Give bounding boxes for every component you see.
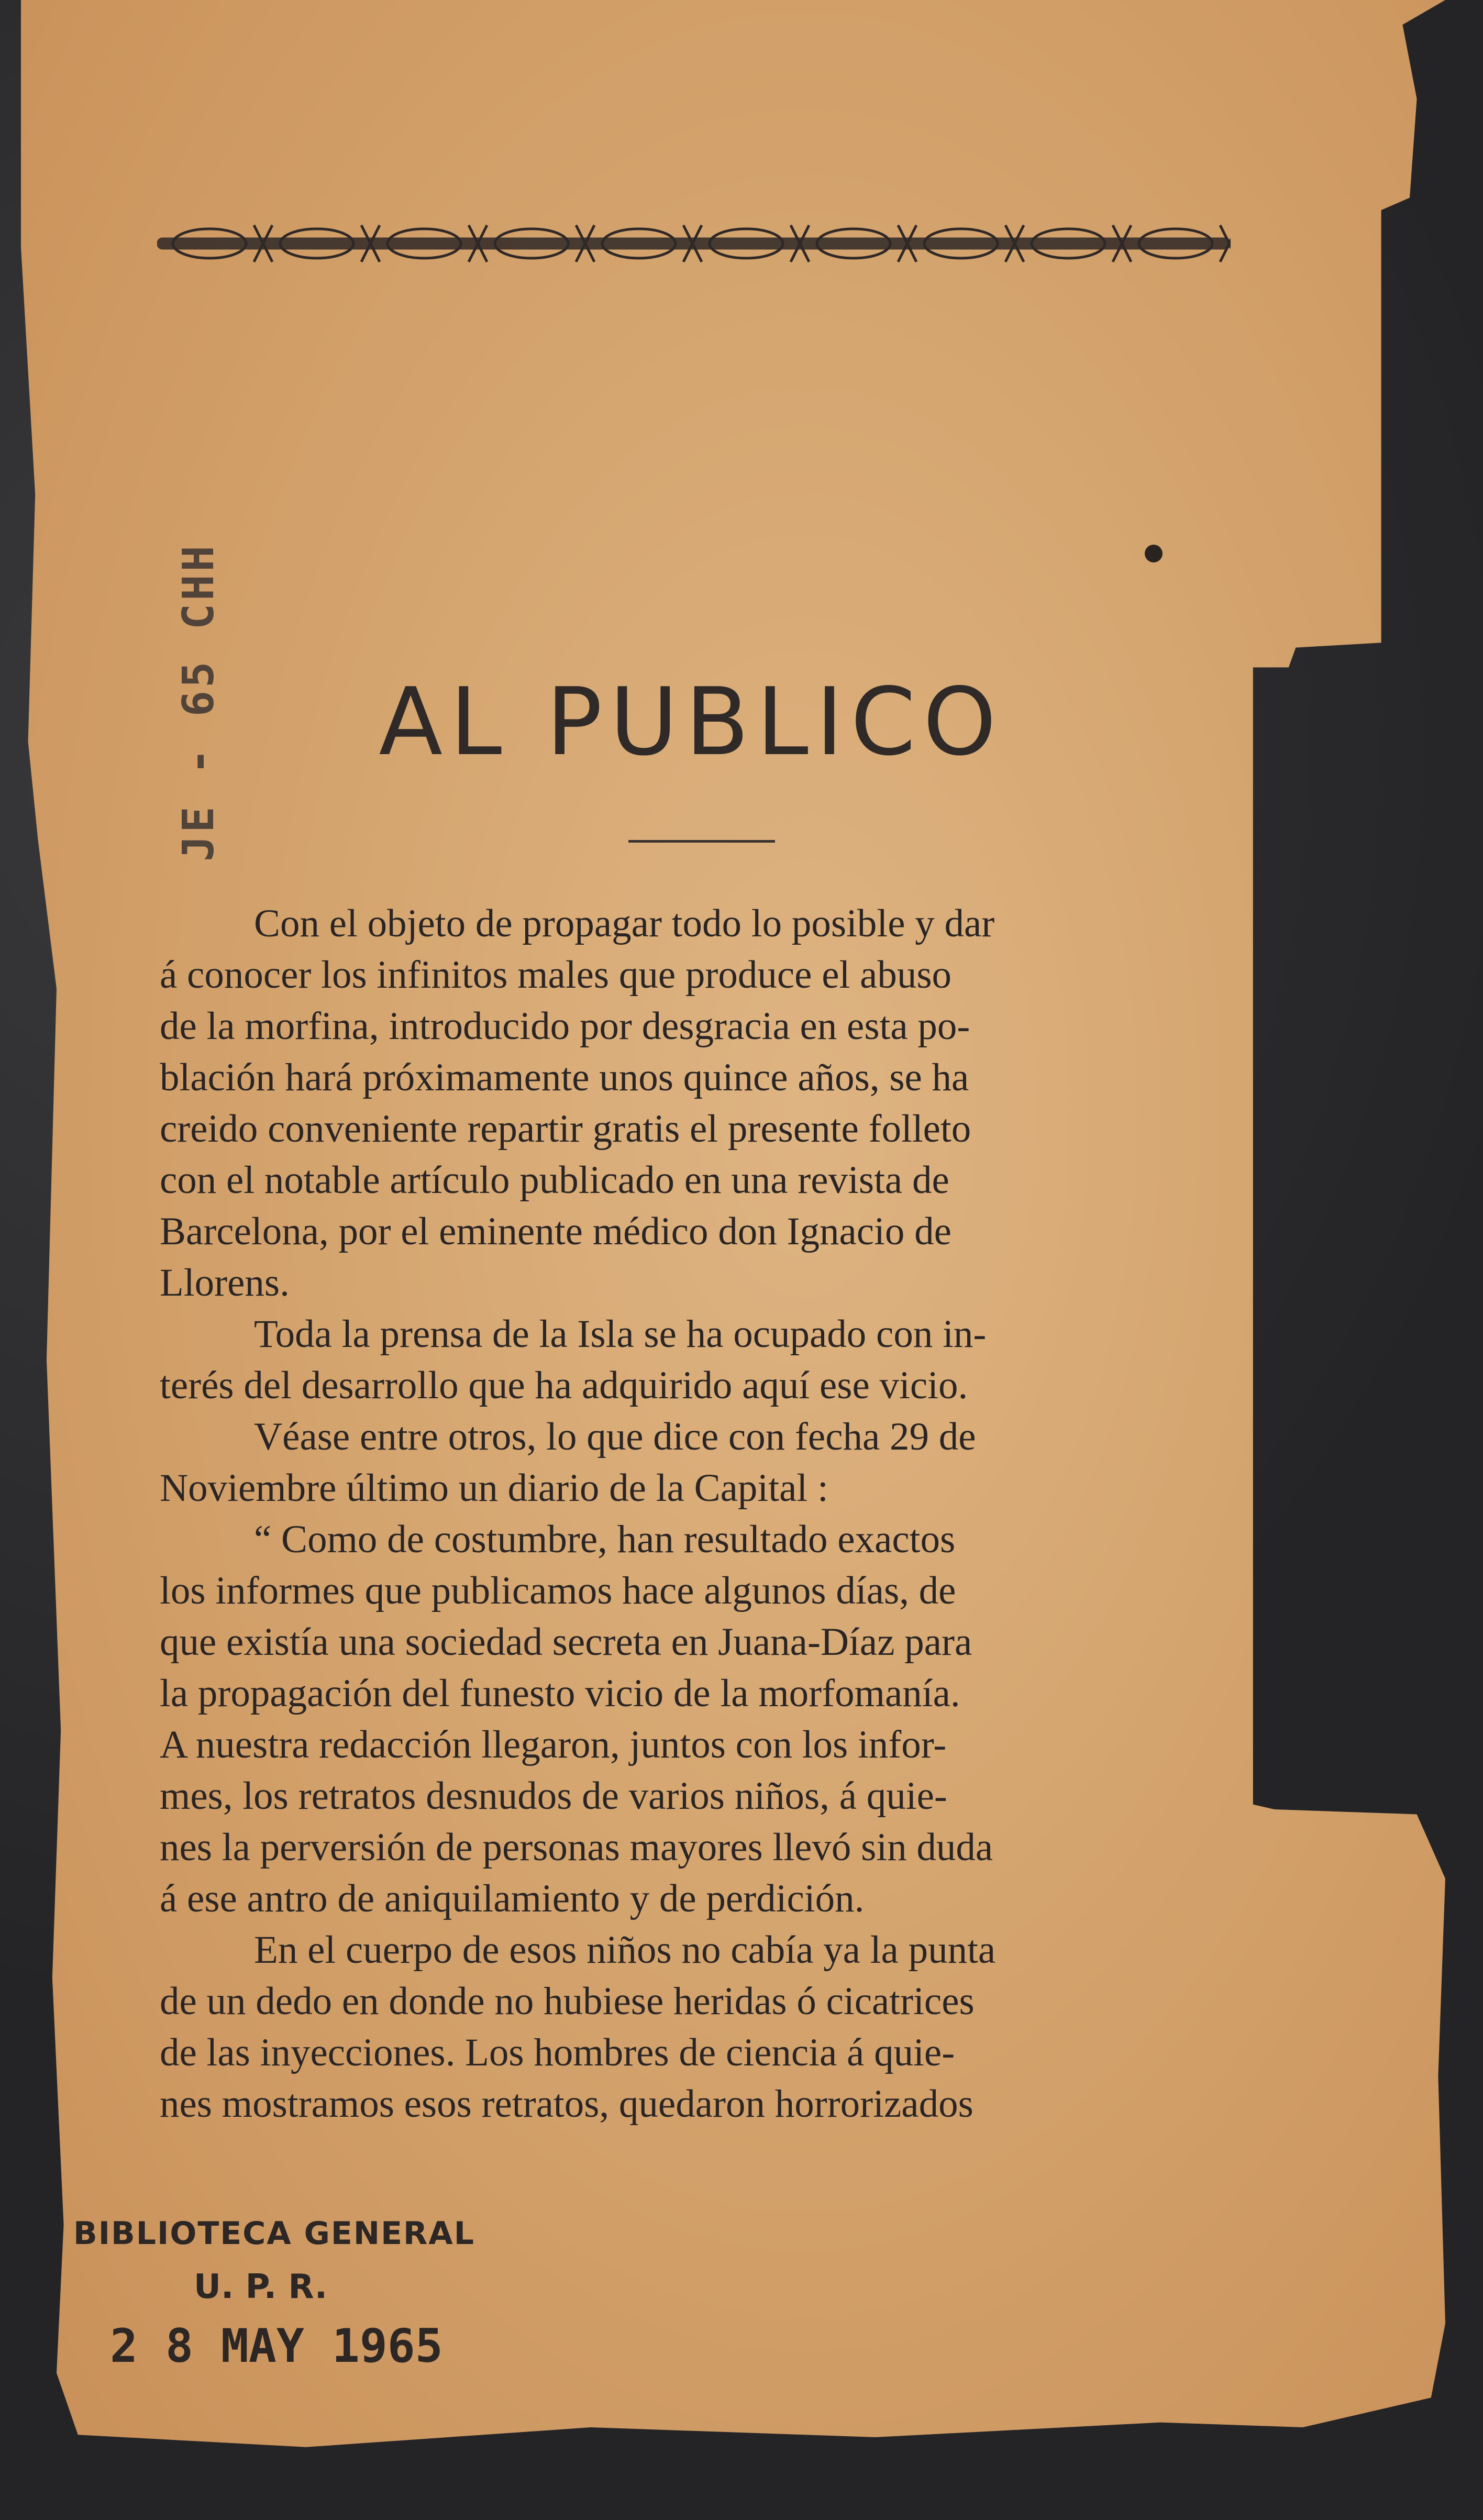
side-stamp-text: JE - 65 CHH (174, 542, 224, 861)
text-line: de las inyecciones. Los hombres de ciencia á quie- (160, 2031, 955, 2074)
text-line: mes, los retratos desnudos de varios niños, á quie- (160, 1774, 947, 1818)
text-line: nes la perversión de personas mayores llevó sin duda (160, 1826, 993, 1869)
text-line: que existía una sociedad secreta en Juana-Díaz para (160, 1620, 972, 1664)
text-line: Véase entre otros, lo que dice con fecha 29 de (254, 1415, 976, 1458)
body-text (160, 898, 1231, 2130)
text-line: á ese antro de aniquilamiento y de perdición. (160, 1877, 865, 1920)
text-line: Con el objeto de propagar todo lo posible y dar (254, 902, 995, 945)
text-line: nes mostramos esos retratos, quedaron horrorizados (160, 2082, 973, 2126)
text-line: Toda la prensa de la Isla se ha ocupado con in- (254, 1312, 987, 1356)
text-line: A nuestra redacción llegaron, juntos con los infor- (160, 1723, 947, 1766)
title-rule (628, 840, 775, 843)
text-line: terés del desarrollo que ha adquirido aquí ese vicio. (160, 1364, 968, 1407)
text-line: de un dedo en donde no hubiese heridas ó cicatrices (160, 1980, 975, 2023)
text-line: blación hará próximamente unos quince años, se ha (160, 1056, 969, 1099)
text-line: la propagación del funesto vicio de la morfomanía. (160, 1672, 960, 1715)
text-line: los informes que publicamos hace algunos días, de (160, 1569, 956, 1612)
side-catalog-stamp (157, 503, 241, 901)
text-line: con el notable artículo publicado en una revista de (160, 1158, 949, 1202)
text-line: Barcelona, por el eminente médico don Ignacio de (160, 1210, 951, 1253)
library-stamp-name: BIBLIOTECA GENERAL (73, 2215, 475, 2252)
text-line: de la morfina, introducido por desgracia en esta po- (160, 1004, 970, 1048)
document-title: AL PUBLICO (379, 668, 1004, 776)
library-stamp-institution: U. P. R. (194, 2268, 328, 2306)
text-line: Llorens. (160, 1261, 290, 1305)
decorative-border-ornament (157, 215, 1231, 272)
text-line: “ Como de costumbre, han resultado exactos (254, 1518, 956, 1561)
library-date-stamp (73, 2215, 492, 2373)
text-line: En el cuerpo de esos niños no cabía ya la punta (254, 1928, 996, 1972)
text-line: creido conveniente repartir gratis el presente folleto (160, 1107, 971, 1151)
text-line: á conocer los infinitos males que produce el abuso (160, 953, 952, 997)
ink-dot (1145, 545, 1163, 562)
library-stamp-date: 2 8 MAY 1965 (110, 2319, 443, 2373)
text-line: Noviembre último un diario de la Capital : (160, 1466, 828, 1510)
